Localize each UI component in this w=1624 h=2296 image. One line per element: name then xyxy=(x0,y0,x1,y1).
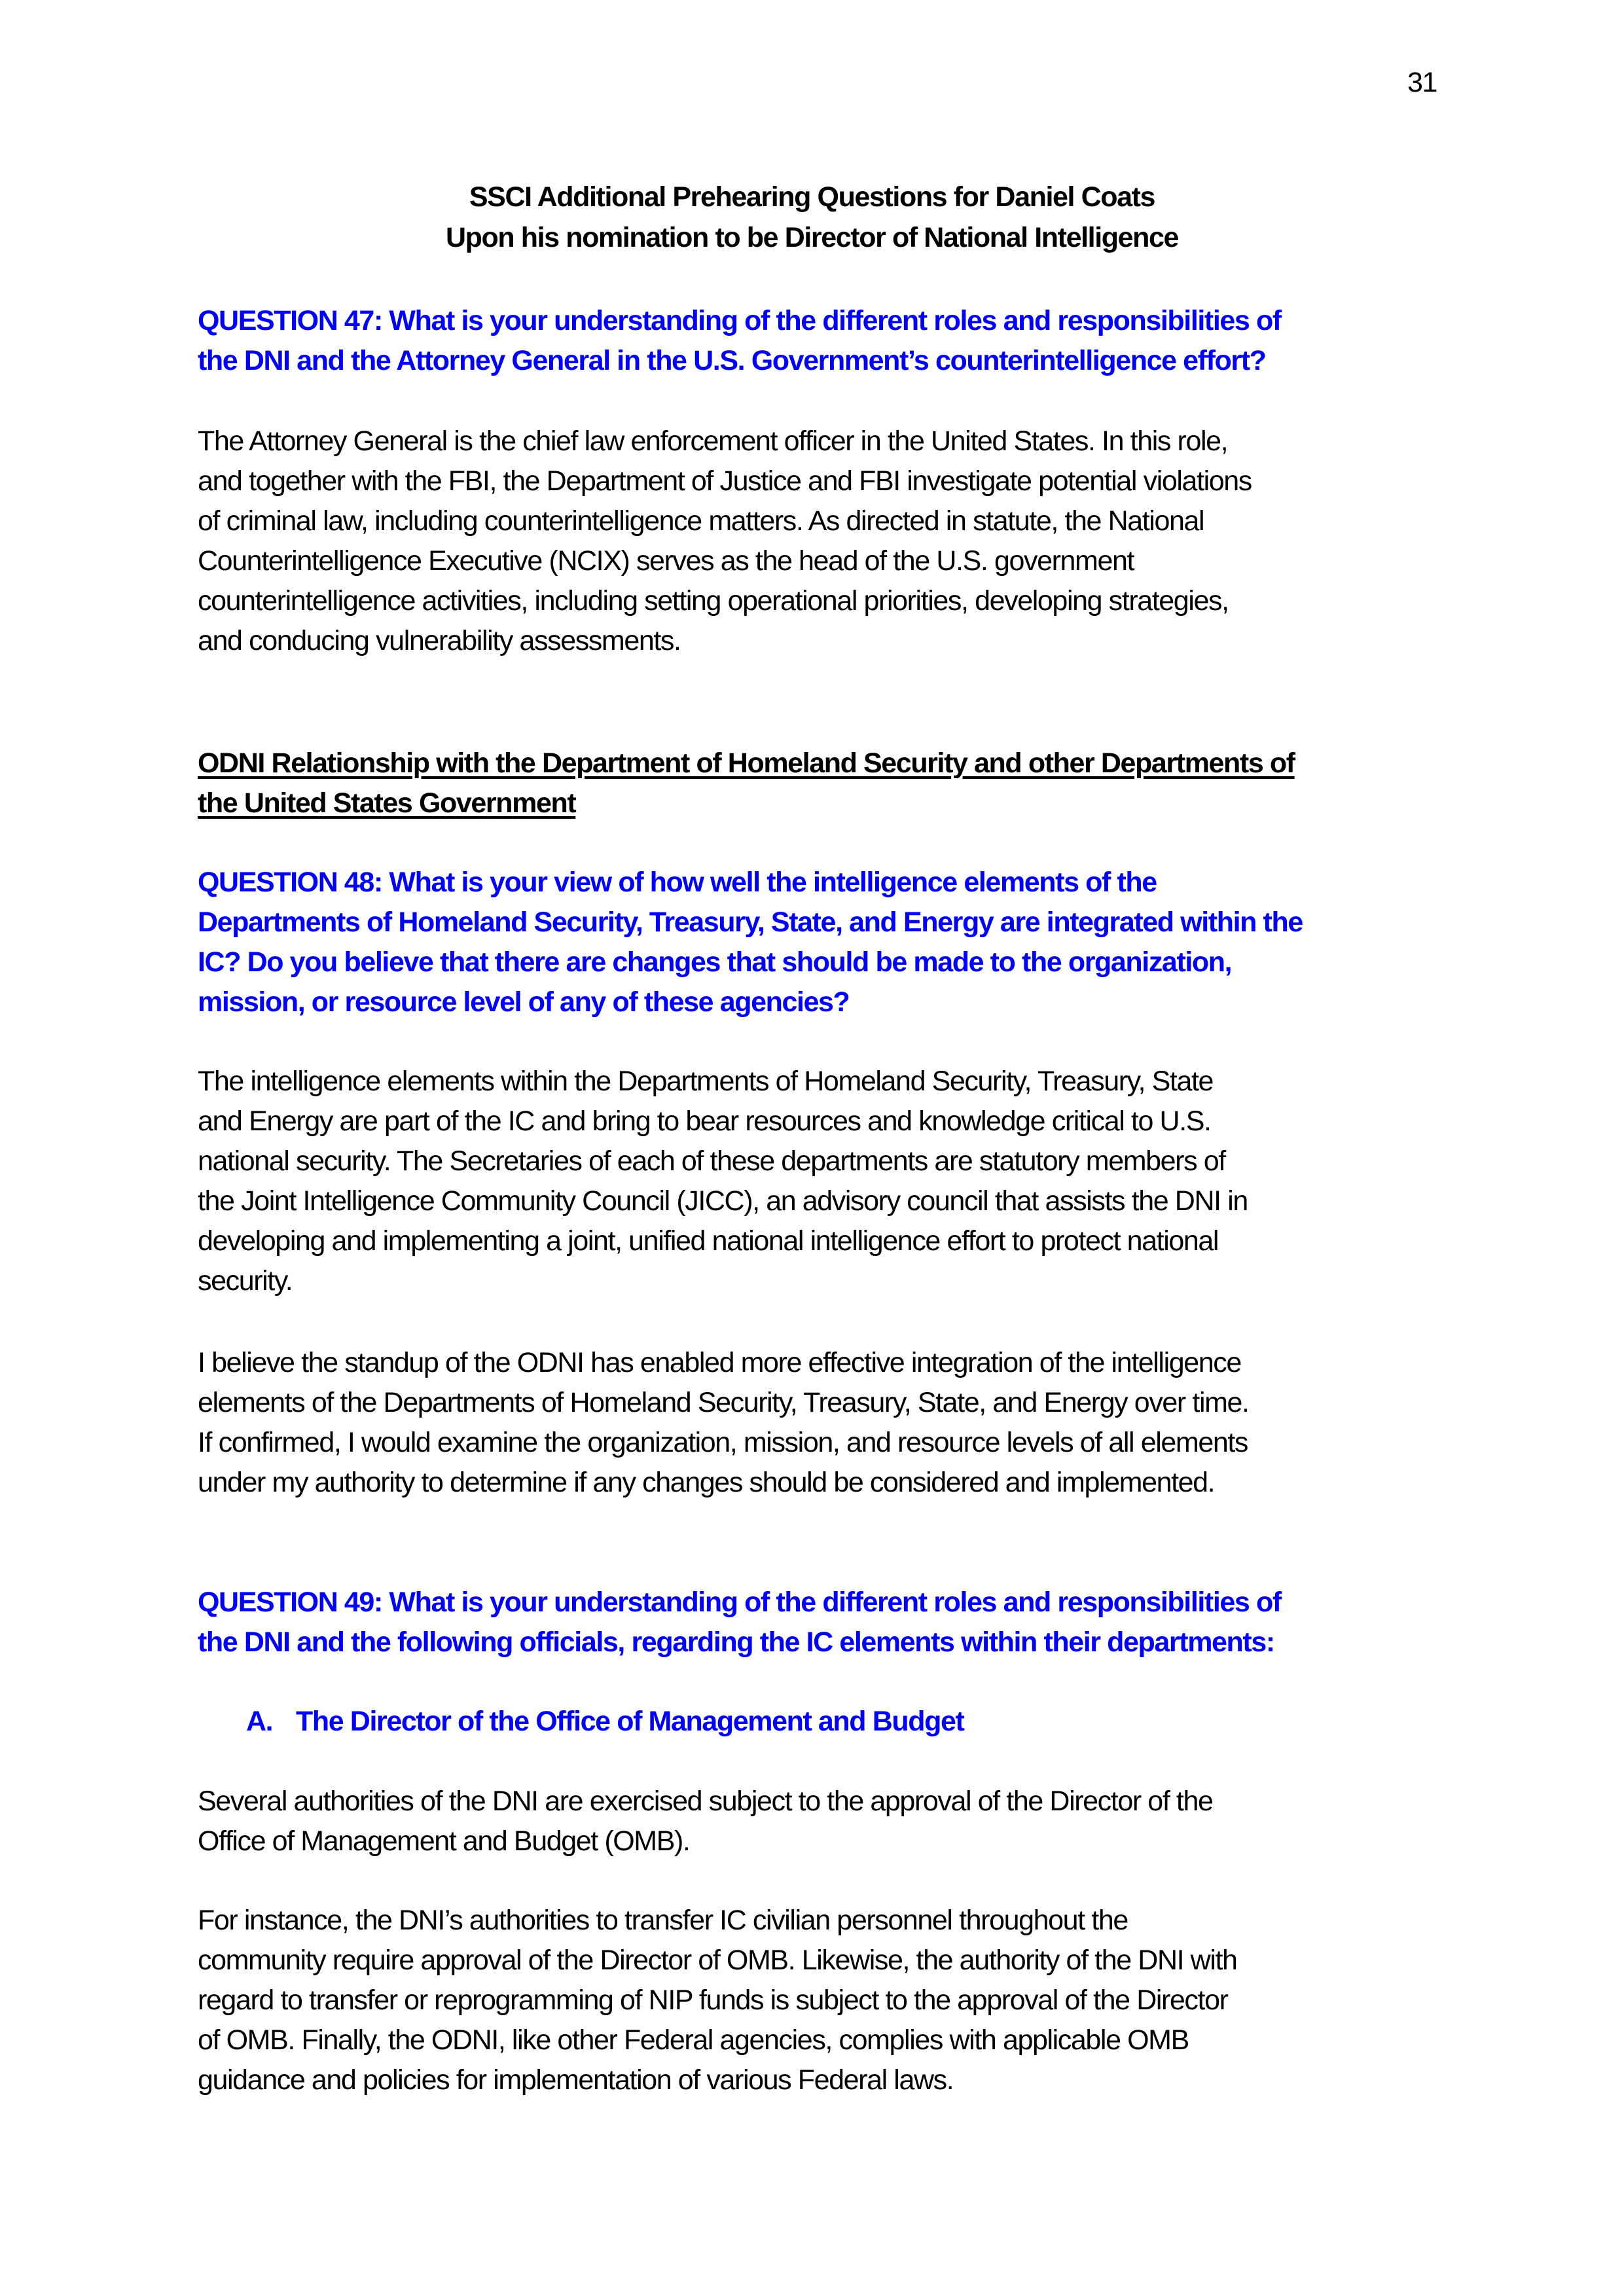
answer-line: I believe the standup of the ODNI has enabled more effective integration of the intelligence xyxy=(198,1347,1241,1378)
answer-48-paragraph-2 xyxy=(198,1343,1441,1503)
answer-line: Counterintelligence Executive (NCIX) serves as the head of the U.S. government xyxy=(198,545,1134,577)
answer-line: The Attorney General is the chief law enforcement officer in the United States. In this role, xyxy=(198,425,1228,457)
answer-line: elements of the Departments of Homeland Security, Treasury, State, and Energy over time. xyxy=(198,1387,1249,1418)
question-line: QUESTION 49: What is your understanding of the different roles and responsibilities of xyxy=(198,1587,1281,1618)
answer-47 xyxy=(198,422,1441,661)
answer-line: counterintelligence activities, including setting operational priorities, developing strategies, xyxy=(198,585,1229,617)
sub-question-text: The Director of the Office of Management and Budget xyxy=(296,1706,964,1737)
answer-line: of OMB. Finally, the ODNI, like other Federal agencies, complies with applicable OMB xyxy=(198,2024,1189,2056)
answer-line: the Joint Intelligence Community Council (JICC), an advisory council that assists the DNI in xyxy=(198,1185,1248,1217)
answer-line: and Energy are part of the IC and bring to bear resources and knowledge critical to U.S. xyxy=(198,1105,1211,1137)
section-heading-line: the United States Government xyxy=(198,787,576,819)
answer-line: For instance, the DNI’s authorities to transfer IC civilian personnel throughout the xyxy=(198,1905,1128,1936)
page-number: 31 xyxy=(1407,67,1437,98)
question-line: the DNI and the Attorney General in the U.S. Government’s counterintelligence effort? xyxy=(198,345,1266,376)
answer-line: national security. The Secretaries of each of these departments are statutory members of xyxy=(198,1145,1225,1177)
answer-49-paragraph-2 xyxy=(198,1901,1441,2100)
answer-line: Several authorities of the DNI are exercised subject to the approval of the Director of the xyxy=(198,1785,1213,1817)
section-heading-line: ODNI Relationship with the Department of Homeland Security and other Departments of xyxy=(198,747,1295,779)
question-line: IC? Do you believe that there are changes that should be made to the organization, xyxy=(198,946,1232,978)
answer-line: Office of Management and Budget (OMB). xyxy=(198,1825,690,1857)
answer-48-paragraph-1 xyxy=(198,1062,1441,1301)
question-48 xyxy=(198,863,1441,1022)
question-line: QUESTION 47: What is your understanding of the different roles and responsibilities of xyxy=(198,305,1281,336)
answer-line: If confirmed, I would examine the organization, mission, and resource levels of all elements xyxy=(198,1427,1248,1458)
document-title xyxy=(0,177,1624,258)
question-line: QUESTION 48: What is your view of how well the intelligence elements of the xyxy=(198,867,1157,898)
question-47 xyxy=(198,301,1441,381)
answer-line: The intelligence elements within the Departments of Homeland Security, Treasury, State xyxy=(198,1066,1214,1097)
answer-line: and together with the FBI, the Department of Justice and FBI investigate potential violations xyxy=(198,465,1252,497)
answer-line: under my authority to determine if any changes should be considered and implemented. xyxy=(198,1467,1215,1498)
question-49 xyxy=(198,1583,1441,1662)
answer-line: developing and implementing a joint, unified national intelligence effort to protect national xyxy=(198,1225,1219,1257)
question-line: the DNI and the following officials, regarding the IC elements within their departments: xyxy=(198,1626,1274,1658)
question-line: Departments of Homeland Security, Treasury, State, and Energy are integrated within the xyxy=(198,906,1303,938)
list-marker: A. xyxy=(246,1706,273,1737)
answer-line: community require approval of the Director of OMB. Likewise, the authority of the DNI with xyxy=(198,1945,1237,1976)
answer-line: regard to transfer or reprogramming of NIP funds is subject to the approval of the Director xyxy=(198,1984,1228,2016)
answer-line: of criminal law, including counterintelligence matters. As directed in statute, the National xyxy=(198,505,1204,537)
answer-line: security. xyxy=(198,1265,293,1297)
question-line: mission, or resource level of any of these agencies? xyxy=(198,986,850,1018)
answer-line: and conducing vulnerability assessments. xyxy=(198,625,681,656)
title-line-1: SSCI Additional Prehearing Questions for Daniel Coats xyxy=(469,181,1155,213)
answer-line: guidance and policies for implementation of various Federal laws. xyxy=(198,2064,954,2096)
title-line-2: Upon his nomination to be Director of National Intelligence xyxy=(445,222,1179,253)
sub-question-a xyxy=(246,1702,964,1742)
answer-49-paragraph-1 xyxy=(198,1782,1441,1861)
section-heading xyxy=(198,744,1441,823)
